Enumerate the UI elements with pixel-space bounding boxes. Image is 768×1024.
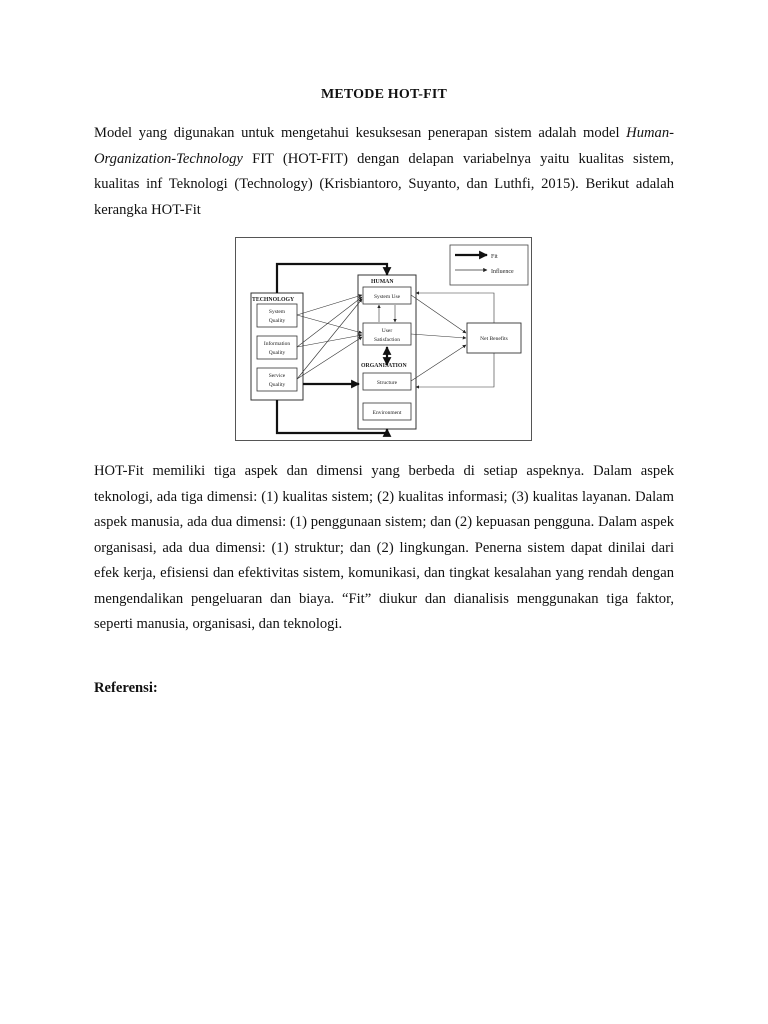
legend (450, 245, 528, 285)
net-benefits-label: Net Benefits (480, 336, 508, 342)
net-benefits-box (467, 323, 521, 353)
service-quality-label-2: Quality (268, 382, 286, 388)
body-paragraph: HOT-Fit memiliki tiga aspek dan dimensi yang berbeda di setiap aspeknya. Dalam aspek teknologi, ada tiga dimensi: (1) kualitas sistem; (2) kualitas informasi; (3) kualitas layanan. Dalam aspek manusia, ada dua dimensi: (1) penggunaan sistem; dan (2) kepuasan pengguna. Dalam aspek organisasi, ada dua dimensi: (1) struktur; dan (2) lingkungan. Penerna sistem dapat dinilai dari efek kerja, efisiensi dan efektivitas sistem, komunikasi, dan tingkat kesalahan yang rendah dengan mengendalikan pengeluaran dan biaya. “Fit” diukur dan dianalisis menggunakan tiga faktor, seperti manusia, organisasi, dan teknologi. (94, 463, 674, 632)
intro-italic-term: Human-Organization-Technology (94, 125, 674, 167)
hot-fit-diagram (235, 237, 532, 441)
service-quality-label-1: Service (268, 373, 286, 379)
intro-text-continued: FIT (HOT-FIT) dengan delapan variabelnya yaitu kualitas sistem, kualitas inf Teknologi (Technology) (Krisbiantoro, Suyanto, dan Luthfi, 2015). Berikut adalah kerangka HOT-Fit (94, 150, 674, 218)
information-quality-label-1: Information (263, 341, 291, 347)
technology-box (251, 293, 303, 400)
legend-influence: Influence (491, 269, 514, 275)
structure-label: Structure (376, 380, 398, 386)
intro-paragraph (94, 121, 674, 223)
environment-label: Environment (372, 410, 402, 416)
organisation-header: ORGANISATION (361, 363, 407, 369)
user-satisfaction-label-2: Satisfaction (374, 337, 400, 343)
information-quality-label-2: Quality (268, 350, 286, 356)
system-quality-label-2: Quality (268, 318, 286, 324)
system-use-label: System Use (373, 294, 401, 300)
references-heading: Referensi: (94, 680, 158, 696)
page-title: METODE HOT-FIT (320, 87, 448, 102)
system-quality-label-1: System (268, 309, 286, 315)
user-satisfaction-label-1: User (381, 328, 393, 334)
legend-fit: Fit (491, 254, 498, 260)
technology-header: TECHNOLOGY (252, 297, 295, 303)
intro-text: Model yang digunakan untuk mengetahui kesuksesan penerapan sistem adalah model (94, 125, 627, 141)
human-header: HUMAN (371, 279, 394, 285)
